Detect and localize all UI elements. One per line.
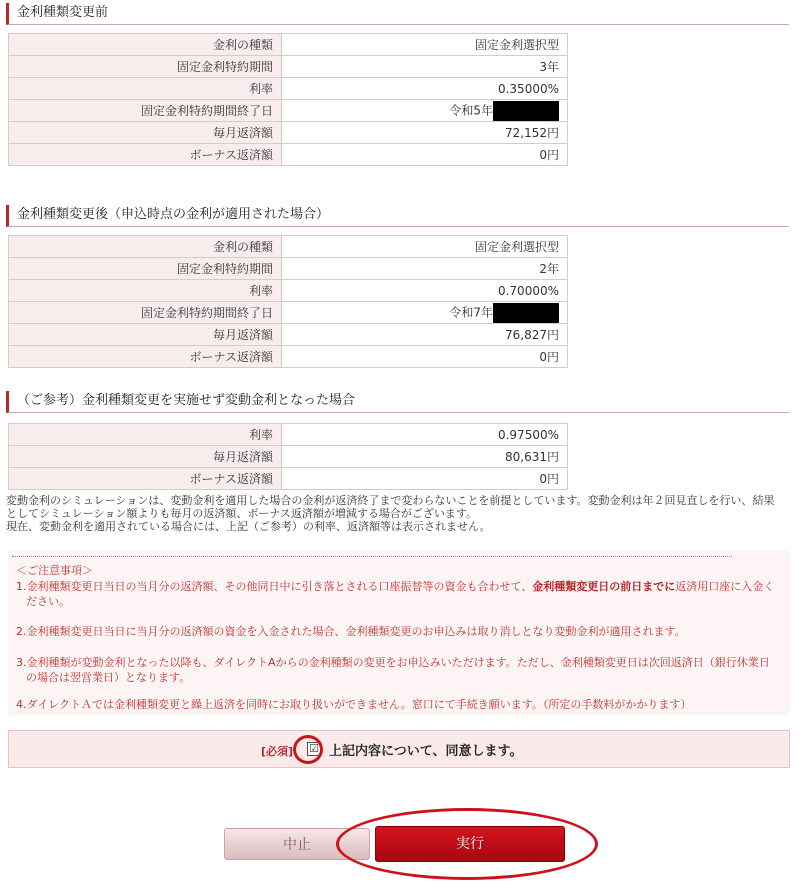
table-row	[9, 324, 568, 346]
row-value: 0.35000%	[282, 78, 568, 100]
caution-emphasis: 金利種類変更日の前日までに	[532, 580, 676, 593]
row-label: 毎月返済額	[9, 446, 282, 468]
highlight-circle-execute	[336, 808, 598, 880]
row-label: ボーナス返済額	[9, 144, 282, 166]
row-label: 固定金利特約期間	[9, 56, 282, 78]
caution-item-1-cont: ださい。	[26, 595, 70, 608]
section-title-after: 金利種類変更後（申込時点の金利が適用された場合）	[6, 205, 789, 227]
row-value: 3年	[282, 56, 568, 78]
row-value: 0円	[282, 346, 568, 368]
caution-item-3: 3.金利種類が変動金利となった以降も、ダイレクトAからの金利種類の変更をお申込みいただけます。ただし、金利種類変更日は次回返済日（銀行休業日	[16, 656, 770, 669]
row-label: 固定金利特約期間終了日	[9, 100, 282, 122]
row-value: 76,827円	[282, 324, 568, 346]
row-value: 固定金利選択型	[282, 236, 568, 258]
row-value: 0円	[282, 144, 568, 166]
row-label: 金利の種類	[9, 236, 282, 258]
section-title-reference: （ご参考）金利種類変更を実施せず変動金利となった場合	[6, 391, 789, 413]
caution-item-1	[16, 580, 784, 593]
table-row	[9, 236, 568, 258]
caution-box	[8, 550, 790, 715]
reference-table	[8, 423, 568, 490]
row-value-date	[282, 100, 568, 122]
table-row	[9, 100, 568, 122]
row-value: 80,631円	[282, 446, 568, 468]
required-label: [必須]	[261, 745, 294, 758]
table-row	[9, 122, 568, 144]
agree-checkbox[interactable]: ☑	[307, 742, 321, 756]
simulation-note	[6, 494, 796, 533]
caution-item-3-cont: の場合は翌営業日）となります。	[26, 671, 191, 684]
caution-item-2: 2.金利種類変更日当日に当月分の返済額の資金を入金された場合、金利種類変更のお申込みは取り消しとなり変動金利が適用されます。	[16, 625, 686, 638]
cancel-button[interactable]: 中止	[224, 828, 370, 860]
caution-heading: ＜ご注意事項＞	[16, 564, 93, 577]
row-value-date	[282, 302, 568, 324]
after-table	[8, 235, 568, 368]
row-label: ボーナス返済額	[9, 346, 282, 368]
note-line: としてシミュレーション額よりも毎月の返済額、ボーナス返済額が増減する場合がございます。	[6, 507, 478, 520]
row-value: 0.97500%	[282, 424, 568, 446]
agreement-box	[8, 730, 790, 768]
row-label: 毎月返済額	[9, 122, 282, 144]
table-row	[9, 34, 568, 56]
caution-item-4: 4.ダイレクトＡでは金利種類変更と繰上返済を同時にお取り扱いができません。窓口にて手続き願います。（所定の手数料がかかります）	[16, 698, 692, 711]
table-row	[9, 346, 568, 368]
highlight-circle-checkbox	[293, 735, 323, 764]
date-text: 令和5年	[449, 103, 493, 117]
table-row	[9, 424, 568, 446]
row-label: 毎月返済額	[9, 324, 282, 346]
date-text: 令和7年	[449, 305, 493, 319]
row-value: 0円	[282, 468, 568, 490]
row-label: ボーナス返済額	[9, 468, 282, 490]
redaction-block	[493, 101, 559, 121]
table-row	[9, 446, 568, 468]
before-table	[8, 33, 568, 166]
table-row	[9, 280, 568, 302]
row-value: 固定金利選択型	[282, 34, 568, 56]
table-row	[9, 302, 568, 324]
table-row	[9, 258, 568, 280]
row-label: 利率	[9, 78, 282, 100]
row-value: 0.70000%	[282, 280, 568, 302]
note-line: 変動金利のシミュレーションは、変動金利を適用した場合の金利が返済終了まで変わらないことを前提としています。変動金利は年２回見直しを行い、結果	[6, 494, 775, 507]
caution-text: 1.金利種類変更日当日の当月分の返済額、その他同日中に引き落とされる口座振替等の資金も合わせて、	[16, 580, 533, 593]
row-label: 固定金利特約期間終了日	[9, 302, 282, 324]
row-label: 金利の種類	[9, 34, 282, 56]
row-label: 利率	[9, 280, 282, 302]
row-label: 固定金利特約期間	[9, 258, 282, 280]
note-line: 現在、変動金利を適用されている場合には、上記（ご参考）の利率、返済額等は表示されません。	[6, 520, 491, 533]
row-label: 利率	[9, 424, 282, 446]
redaction-block	[493, 303, 559, 323]
dotted-divider	[12, 550, 732, 557]
section-title-before: 金利種類変更前	[6, 3, 789, 25]
caution-text: 返済用口座に入金く	[675, 580, 775, 593]
row-value: 72,152円	[282, 122, 568, 144]
agree-label[interactable]: 上記内容について、同意します。	[329, 744, 523, 759]
table-row	[9, 468, 568, 490]
table-row	[9, 78, 568, 100]
row-value: 2年	[282, 258, 568, 280]
table-row	[9, 56, 568, 78]
table-row	[9, 144, 568, 166]
execute-button[interactable]: 実行	[375, 826, 565, 862]
